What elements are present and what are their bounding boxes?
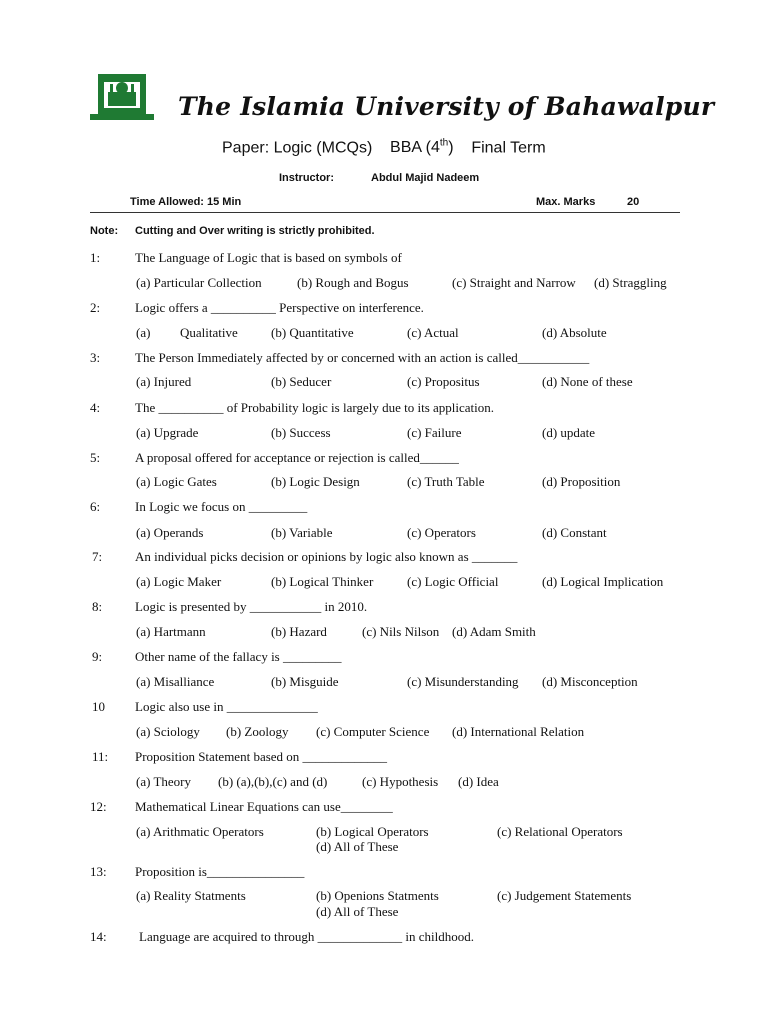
question-number: 7:: [92, 549, 103, 564]
option: (b) Openions Statments: [316, 888, 439, 903]
option: (d) Straggling: [594, 275, 667, 290]
question-text: Logic offers a __________ Perspective on interference.: [135, 300, 424, 315]
option: (d) Absolute: [542, 325, 607, 340]
note-label: Note:: [90, 225, 119, 237]
question-number: 2:: [90, 300, 101, 315]
option: (d) Misconception: [542, 674, 638, 689]
question-number: 14:: [90, 929, 107, 944]
option: (d) Adam Smith: [452, 624, 536, 639]
option: (c) Nils Nilson: [362, 624, 440, 639]
option: (d) International Relation: [452, 724, 585, 739]
option: (d) update: [542, 425, 596, 440]
option: (b) (a),(b),(c) and (d): [218, 774, 328, 789]
max-marks-label: Max. Marks: [536, 196, 596, 208]
option: (c) Misunderstanding: [407, 674, 519, 689]
option: (a) Operands: [136, 525, 204, 540]
option: (a) Sciology: [136, 724, 200, 739]
option: (c) Logic Official: [407, 574, 499, 589]
option: (c) Computer Science: [316, 724, 430, 739]
question-number: 9:: [92, 649, 103, 664]
time-allowed: Time Allowed: 15 Min: [130, 196, 242, 208]
option: (d) None of these: [542, 374, 633, 389]
question-number: 4:: [90, 400, 101, 415]
question-number: 1:: [90, 250, 101, 265]
option: (b) Variable: [271, 525, 333, 540]
instructor-label: Instructor:: [279, 172, 334, 184]
paper-title: [222, 138, 546, 157]
option: (d) Proposition: [542, 474, 621, 489]
option: (d) Idea: [458, 774, 499, 789]
paper-label: Paper: Logic (MCQs): [222, 139, 373, 157]
question-number: 6:: [90, 499, 101, 514]
option: (b) Rough and Bogus: [297, 275, 409, 290]
option: (c) Truth Table: [407, 474, 485, 489]
option: (a) Misalliance: [136, 674, 215, 689]
option: (d) All of These: [316, 904, 399, 919]
option: (c) Failure: [407, 425, 462, 440]
option: (b) Zoology: [226, 724, 289, 739]
question-number: 8:: [92, 599, 103, 614]
question-text: In Logic we focus on _________: [135, 499, 308, 514]
option: (a) Logic Gates: [136, 474, 217, 489]
university-logo: [90, 70, 154, 122]
header-divider: [90, 212, 680, 213]
option: (a) Injured: [136, 374, 192, 389]
question-text: Mathematical Linear Equations can use________: [135, 799, 393, 814]
option: (c) Propositus: [407, 374, 480, 389]
question-text: The Language of Logic that is based on symbols of: [135, 250, 402, 265]
option: (c) Straight and Narrow: [452, 275, 576, 290]
question-text: Other name of the fallacy is _________: [135, 649, 342, 664]
option: (b) Hazard: [271, 624, 327, 639]
option: (b) Logical Operators: [316, 824, 429, 839]
question-text: Logic also use in ______________: [135, 699, 318, 714]
option: (c) Actual: [407, 325, 459, 340]
instructor-name: Abdul Majid Nadeem: [371, 172, 480, 184]
program: BBA (4th): [390, 138, 454, 157]
option: (a) Reality Statments: [136, 888, 246, 903]
option: (b) Logic Design: [271, 474, 360, 489]
question-number: 5:: [90, 450, 101, 465]
option: (b) Quantitative: [271, 325, 354, 340]
question-text: Proposition Statement based on _____________: [135, 749, 388, 764]
option: (a) Upgrade: [136, 425, 199, 440]
option: (c) Judgement Statements: [497, 888, 632, 903]
question-text: The Person Immediately affected by or concerned with an action is called___________: [135, 350, 590, 365]
option: (a) Particular Collection: [136, 275, 262, 290]
question-text: A proposal offered for acceptance or rejection is called______: [135, 450, 459, 465]
option: (b) Seducer: [271, 374, 332, 389]
question-text: Logic is presented by ___________ in 2010.: [135, 599, 368, 614]
option: (b) Logical Thinker: [271, 574, 374, 589]
question-number: 13:: [90, 864, 107, 879]
max-marks-value: 20: [627, 196, 640, 208]
question-number: 3:: [90, 350, 101, 365]
note-text: Cutting and Over writing is strictly prohibited.: [135, 225, 375, 237]
option: (b) Misguide: [271, 674, 339, 689]
option: (a) Hartmann: [136, 624, 206, 639]
option: (d) All of These: [316, 839, 399, 854]
option: (b) Success: [271, 425, 331, 440]
option: Qualitative: [180, 325, 238, 340]
option: (a) Arithmatic Operators: [136, 824, 264, 839]
question-text: Language are acquired to through _____________ in childhood.: [139, 929, 475, 944]
term: Final Term: [471, 139, 546, 157]
question-number: 10: [92, 699, 105, 714]
question-text: Proposition is_______________: [135, 864, 305, 879]
question-number: 12:: [90, 799, 107, 814]
option: (d) Constant: [542, 525, 607, 540]
question-text: The __________ of Probability logic is largely due to its application.: [135, 400, 495, 415]
option: (a) Logic Maker: [136, 574, 222, 589]
option: (c) Operators: [407, 525, 476, 540]
option: (c) Hypothesis: [362, 774, 439, 789]
option: (a): [136, 325, 151, 340]
question-number: 11:: [92, 749, 109, 764]
option: (a) Theory: [136, 774, 191, 789]
option: (d) Logical Implication: [542, 574, 664, 589]
question-text: An individual picks decision or opinions by logic also known as _______: [135, 549, 518, 564]
option: (c) Relational Operators: [497, 824, 623, 839]
university-title: The Islamia University of Bahawalpur: [178, 92, 715, 121]
